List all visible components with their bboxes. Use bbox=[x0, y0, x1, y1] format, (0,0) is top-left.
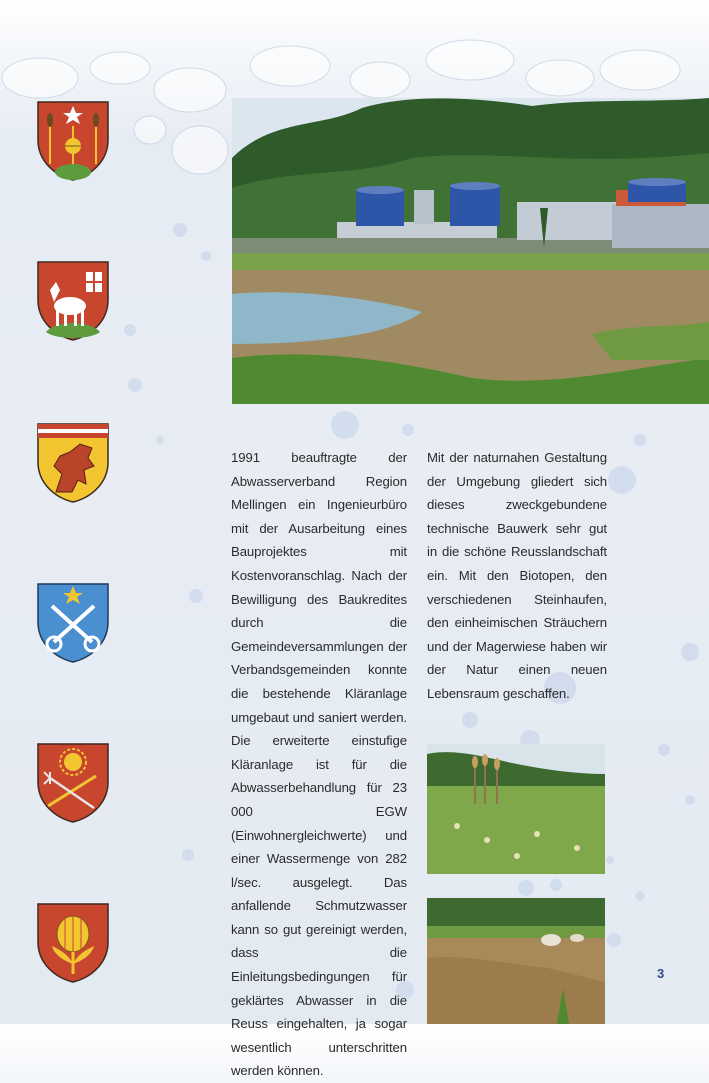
article-column-2: Mit der naturnahen Gestaltung der Umgebung gliedert sich dieses zweckgebundene technische Bauwerk sehr gut in die schöne Reusslandschaft ein. Mit den Biotopen, den verschiedenen Steinhaufen, den einheimischen Sträuchern und der Magerwiese haben wir der Natur einen neuen Lebensraum geschaffen. bbox=[427, 450, 607, 701]
coat-of-arms-1-icon bbox=[36, 100, 110, 182]
coat-of-arms-3-icon bbox=[36, 422, 110, 504]
coat-of-arms-4-icon bbox=[36, 582, 110, 664]
coat-of-arms-5-icon bbox=[36, 742, 110, 824]
coat-of-arms-6-icon bbox=[36, 902, 110, 984]
biotope-photo bbox=[427, 898, 605, 1024]
article-column-1: 1991 beauftragte der Abwasserverband Region Mellingen ein Ingenieurbüro mit der Ausarbeitung eines Bauprojektes mit Kostenvoranschlag. Nach der Bewilligung des Baukredites durch die Gemeindeversammlungen der Verbandsgemeinden konnte die bestehende Kläranlage umgebaut und saniert werden. Die erweiterte einstufige Kläranlage ist für die Abwasserbehandlung für 23 000 EGW (Einwohnergleichwerte) und einer Wassermenge von 282 l/sec. ausgelegt. Das anfallende Schmutzwasser kann so gut gereinigt werden, dass die Einleitungsbedingungen für geklärtes Abwasser in die Reuss eingehalten, ja sogar wesentlich unterschritten werden können. bbox=[231, 450, 407, 1079]
meadow-photo bbox=[427, 744, 605, 874]
treatment-plant-photo bbox=[232, 98, 709, 404]
coat-of-arms-2-icon bbox=[36, 260, 110, 342]
page-number: 3 bbox=[657, 966, 665, 981]
